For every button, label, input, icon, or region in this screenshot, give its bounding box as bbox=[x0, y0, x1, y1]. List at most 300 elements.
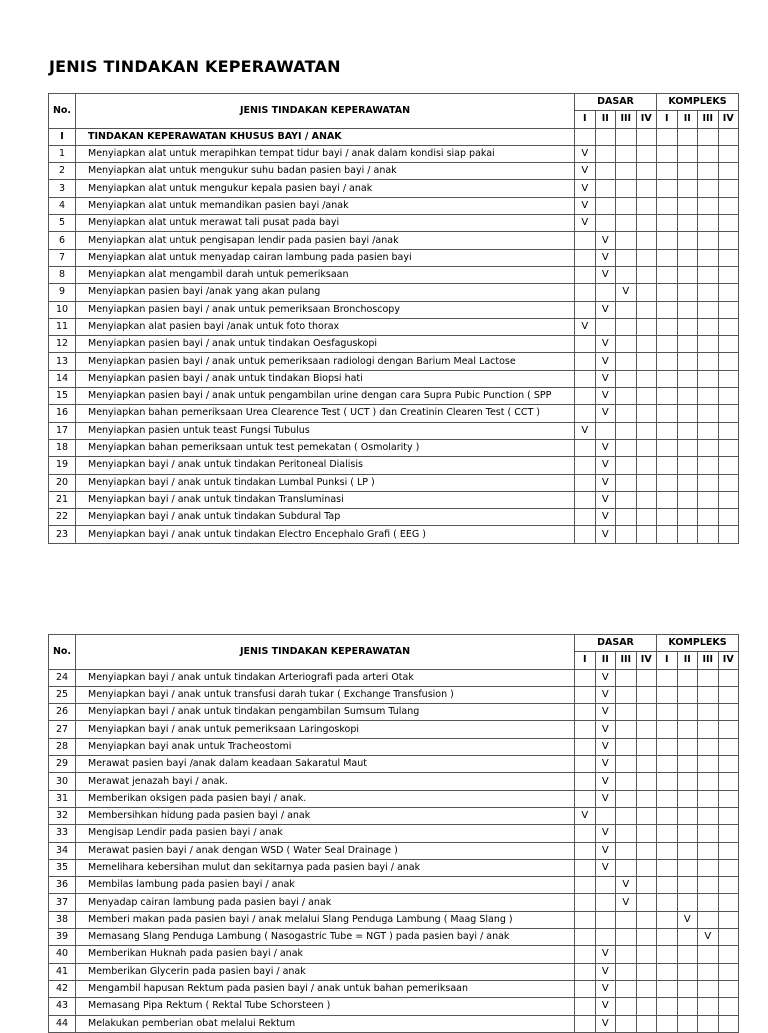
section-label: TINDAKAN KEPERAWATAN KHUSUS BAYI / ANAK bbox=[76, 128, 575, 145]
row-description: Memberikan Glycerin pada pasien bayi / anak bbox=[76, 963, 575, 980]
level-cell bbox=[718, 284, 739, 301]
check-mark: V bbox=[595, 946, 616, 963]
row-description: Membilas lambung pada pasien bayi / anak bbox=[76, 877, 575, 894]
level-cell bbox=[718, 336, 739, 353]
level-cell bbox=[657, 474, 678, 491]
level-cell bbox=[698, 197, 719, 214]
row-number: 41 bbox=[49, 963, 76, 980]
level-cell bbox=[636, 301, 657, 318]
table-row bbox=[49, 721, 739, 738]
level-cell bbox=[595, 422, 616, 439]
level-header: I bbox=[575, 652, 596, 669]
row-number: 40 bbox=[49, 946, 76, 963]
table-row bbox=[49, 163, 739, 180]
row-description: Menyiapkan bayi anak untuk Tracheostomi bbox=[76, 738, 575, 755]
check-mark: V bbox=[616, 894, 637, 911]
row-number: 29 bbox=[49, 756, 76, 773]
row-number: 28 bbox=[49, 738, 76, 755]
level-cell bbox=[677, 773, 698, 790]
level-cell bbox=[718, 669, 739, 686]
row-number: 11 bbox=[49, 318, 76, 335]
level-header: I bbox=[657, 111, 678, 128]
level-cell bbox=[616, 686, 637, 703]
level-cell bbox=[657, 215, 678, 232]
level-cell bbox=[677, 929, 698, 946]
row-description: Menyiapkan pasien bayi / anak untuk pengambilan urine dengan cara Supra Pubic Punction ( SPP bbox=[76, 388, 575, 405]
level-cell bbox=[698, 336, 719, 353]
row-description: Membersihkan hidung pada pasien bayi / anak bbox=[76, 807, 575, 824]
table-row bbox=[49, 773, 739, 790]
row-number: 37 bbox=[49, 894, 76, 911]
level-cell bbox=[718, 180, 739, 197]
level-cell bbox=[718, 249, 739, 266]
level-cell bbox=[657, 284, 678, 301]
level-cell bbox=[616, 704, 637, 721]
level-cell bbox=[575, 877, 596, 894]
level-cell bbox=[677, 963, 698, 980]
level-header: III bbox=[616, 652, 637, 669]
table-row bbox=[49, 980, 739, 997]
level-cell bbox=[657, 457, 678, 474]
row-description: Menyiapkan pasien untuk teast Fungsi Tubulus bbox=[76, 422, 575, 439]
check-mark: V bbox=[595, 963, 616, 980]
level-cell bbox=[616, 526, 637, 543]
level-cell bbox=[616, 980, 637, 997]
check-mark: V bbox=[595, 457, 616, 474]
level-cell bbox=[698, 474, 719, 491]
check-mark: V bbox=[595, 474, 616, 491]
check-mark: V bbox=[616, 284, 637, 301]
row-number: 2 bbox=[49, 163, 76, 180]
table-row bbox=[49, 877, 739, 894]
level-cell bbox=[575, 301, 596, 318]
level-cell bbox=[616, 509, 637, 526]
level-cell bbox=[718, 301, 739, 318]
level-cell bbox=[657, 946, 678, 963]
level-cell bbox=[575, 773, 596, 790]
level-cell bbox=[677, 738, 698, 755]
level-cell bbox=[657, 301, 678, 318]
header-no: No. bbox=[49, 94, 76, 129]
level-cell bbox=[698, 163, 719, 180]
level-cell bbox=[575, 756, 596, 773]
level-cell bbox=[718, 318, 739, 335]
row-description: Memberi makan pada pasien bayi / anak melalui Slang Penduga Lambung ( Maag Slang ) bbox=[76, 911, 575, 928]
row-number: 39 bbox=[49, 929, 76, 946]
table-row bbox=[49, 388, 739, 405]
table-row bbox=[49, 526, 739, 543]
level-cell bbox=[636, 474, 657, 491]
level-cell bbox=[636, 721, 657, 738]
row-number: 35 bbox=[49, 859, 76, 876]
level-cell bbox=[616, 911, 637, 928]
row-number: 36 bbox=[49, 877, 76, 894]
check-mark: V bbox=[595, 686, 616, 703]
level-cell bbox=[698, 773, 719, 790]
level-cell bbox=[636, 457, 657, 474]
level-cell bbox=[616, 388, 637, 405]
level-cell bbox=[616, 301, 637, 318]
level-cell bbox=[718, 422, 739, 439]
level-cell bbox=[718, 790, 739, 807]
level-cell bbox=[718, 474, 739, 491]
level-cell bbox=[718, 215, 739, 232]
level-cell bbox=[677, 318, 698, 335]
level-cell bbox=[718, 145, 739, 162]
level-cell bbox=[677, 842, 698, 859]
level-cell bbox=[718, 388, 739, 405]
level-cell bbox=[677, 301, 698, 318]
level-cell bbox=[636, 145, 657, 162]
level-cell bbox=[698, 738, 719, 755]
table-row bbox=[49, 145, 739, 162]
row-number: 42 bbox=[49, 980, 76, 997]
check-mark: V bbox=[595, 1015, 616, 1032]
level-cell bbox=[677, 405, 698, 422]
level-cell bbox=[636, 266, 657, 283]
level-cell bbox=[718, 405, 739, 422]
level-cell bbox=[698, 180, 719, 197]
level-cell bbox=[636, 825, 657, 842]
level-cell bbox=[677, 491, 698, 508]
level-cell bbox=[575, 842, 596, 859]
level-cell bbox=[595, 929, 616, 946]
level-cell bbox=[616, 946, 637, 963]
level-cell bbox=[636, 980, 657, 997]
row-number: 1 bbox=[49, 145, 76, 162]
level-cell bbox=[657, 509, 678, 526]
row-description: Menyiapkan bayi / anak untuk tindakan Electro Encephalo Grafi ( EEG ) bbox=[76, 526, 575, 543]
row-description: Menyiapkan bayi / anak untuk tindakan Lumbal Punksi ( LP ) bbox=[76, 474, 575, 491]
level-cell bbox=[657, 825, 678, 842]
level-cell bbox=[575, 370, 596, 387]
level-cell bbox=[698, 301, 719, 318]
check-mark: V bbox=[595, 980, 616, 997]
level-cell bbox=[636, 946, 657, 963]
level-cell bbox=[657, 738, 678, 755]
level-cell bbox=[677, 249, 698, 266]
level-cell bbox=[677, 284, 698, 301]
level-cell bbox=[657, 232, 678, 249]
level-header: I bbox=[575, 111, 596, 128]
level-cell bbox=[575, 686, 596, 703]
level-cell bbox=[616, 998, 637, 1015]
level-cell bbox=[575, 998, 596, 1015]
check-mark: V bbox=[595, 842, 616, 859]
check-mark: V bbox=[595, 998, 616, 1015]
check-mark: V bbox=[575, 145, 596, 162]
level-cell bbox=[657, 721, 678, 738]
level-cell bbox=[657, 318, 678, 335]
level-cell bbox=[657, 353, 678, 370]
row-number: 10 bbox=[49, 301, 76, 318]
level-header: II bbox=[677, 652, 698, 669]
level-cell bbox=[575, 946, 596, 963]
level-cell bbox=[718, 491, 739, 508]
level-cell bbox=[677, 474, 698, 491]
row-number: 13 bbox=[49, 353, 76, 370]
level-cell bbox=[616, 773, 637, 790]
row-description: Memasang Pipa Rektum ( Rektal Tube Schorsteen ) bbox=[76, 998, 575, 1015]
level-cell bbox=[636, 686, 657, 703]
level-cell bbox=[718, 353, 739, 370]
table-row bbox=[49, 756, 739, 773]
nursing-actions-table-1 bbox=[48, 93, 739, 544]
level-cell bbox=[698, 894, 719, 911]
level-cell bbox=[657, 422, 678, 439]
row-description: Menyiapkan bayi / anak untuk pemeriksaan Laringoskopi bbox=[76, 721, 575, 738]
check-mark: V bbox=[677, 911, 698, 928]
level-cell bbox=[677, 686, 698, 703]
row-number: 16 bbox=[49, 405, 76, 422]
level-cell bbox=[657, 197, 678, 214]
row-number: 7 bbox=[49, 249, 76, 266]
level-header: I bbox=[657, 652, 678, 669]
level-cell bbox=[575, 721, 596, 738]
table-row bbox=[49, 232, 739, 249]
check-mark: V bbox=[595, 249, 616, 266]
row-description: Merawat pasien bayi /anak dalam keadaan Sakaratul Maut bbox=[76, 756, 575, 773]
level-cell bbox=[575, 738, 596, 755]
row-number: 26 bbox=[49, 704, 76, 721]
level-cell bbox=[595, 284, 616, 301]
level-header: II bbox=[595, 111, 616, 128]
level-cell bbox=[575, 980, 596, 997]
header-kompleks: KOMPLEKS bbox=[657, 94, 739, 111]
check-mark: V bbox=[575, 197, 596, 214]
level-cell bbox=[698, 215, 719, 232]
level-cell bbox=[677, 526, 698, 543]
level-cell bbox=[698, 457, 719, 474]
level-cell bbox=[657, 963, 678, 980]
level-cell bbox=[698, 370, 719, 387]
level-cell bbox=[575, 353, 596, 370]
row-description: Mengisap Lendir pada pasien bayi / anak bbox=[76, 825, 575, 842]
level-cell bbox=[636, 249, 657, 266]
level-cell bbox=[616, 790, 637, 807]
level-cell bbox=[677, 180, 698, 197]
check-mark: V bbox=[595, 370, 616, 387]
table-row bbox=[49, 301, 739, 318]
level-cell bbox=[616, 457, 637, 474]
table-row bbox=[49, 738, 739, 755]
level-cell bbox=[657, 842, 678, 859]
level-cell bbox=[677, 790, 698, 807]
level-cell bbox=[698, 669, 719, 686]
row-number: 38 bbox=[49, 911, 76, 928]
level-cell bbox=[698, 825, 719, 842]
level-cell bbox=[595, 215, 616, 232]
level-cell bbox=[657, 669, 678, 686]
level-cell bbox=[616, 721, 637, 738]
table-1-body bbox=[49, 128, 739, 543]
header-dasar: DASAR bbox=[575, 94, 657, 111]
level-cell bbox=[636, 509, 657, 526]
table-row bbox=[49, 336, 739, 353]
level-cell bbox=[698, 405, 719, 422]
table-2-body bbox=[49, 669, 739, 1032]
row-number: 14 bbox=[49, 370, 76, 387]
level-cell bbox=[698, 859, 719, 876]
level-cell bbox=[677, 998, 698, 1015]
table-row bbox=[49, 422, 739, 439]
row-description: Menyiapkan alat untuk pengisapan lendir pada pasien bayi /anak bbox=[76, 232, 575, 249]
level-cell bbox=[657, 894, 678, 911]
level-cell bbox=[616, 405, 637, 422]
level-cell bbox=[575, 232, 596, 249]
row-number: 25 bbox=[49, 686, 76, 703]
row-number: 4 bbox=[49, 197, 76, 214]
level-cell bbox=[636, 911, 657, 928]
row-number: 20 bbox=[49, 474, 76, 491]
level-cell bbox=[698, 284, 719, 301]
level-cell bbox=[636, 491, 657, 508]
level-cell bbox=[616, 669, 637, 686]
table-row bbox=[49, 318, 739, 335]
level-cell bbox=[636, 388, 657, 405]
header-jenis: JENIS TINDAKAN KEPERAWATAN bbox=[76, 635, 575, 670]
level-cell bbox=[698, 353, 719, 370]
level-cell bbox=[698, 963, 719, 980]
level-cell bbox=[657, 704, 678, 721]
level-cell bbox=[677, 877, 698, 894]
level-cell bbox=[677, 388, 698, 405]
level-cell bbox=[657, 491, 678, 508]
table-row bbox=[49, 963, 739, 980]
level-cell bbox=[616, 807, 637, 824]
level-cell bbox=[677, 457, 698, 474]
level-cell bbox=[616, 738, 637, 755]
level-cell bbox=[575, 249, 596, 266]
level-cell bbox=[718, 842, 739, 859]
table-row bbox=[49, 946, 739, 963]
level-cell bbox=[657, 686, 678, 703]
check-mark: V bbox=[575, 163, 596, 180]
level-cell bbox=[636, 526, 657, 543]
level-header: III bbox=[616, 111, 637, 128]
level-cell bbox=[636, 232, 657, 249]
level-cell bbox=[698, 422, 719, 439]
section-no: I bbox=[49, 128, 76, 145]
row-number: 24 bbox=[49, 669, 76, 686]
level-cell bbox=[677, 232, 698, 249]
row-description: Menyiapkan bayi / anak untuk tindakan Subdural Tap bbox=[76, 509, 575, 526]
level-cell bbox=[595, 877, 616, 894]
level-cell bbox=[575, 491, 596, 508]
level-cell bbox=[616, 422, 637, 439]
level-cell bbox=[595, 894, 616, 911]
level-cell bbox=[616, 756, 637, 773]
level-cell bbox=[718, 929, 739, 946]
row-description: Menyiapkan bayi / anak untuk transfusi darah tukar ( Exchange Transfusion ) bbox=[76, 686, 575, 703]
level-cell bbox=[657, 980, 678, 997]
level-cell bbox=[616, 197, 637, 214]
level-cell bbox=[636, 163, 657, 180]
level-cell bbox=[636, 963, 657, 980]
table-row bbox=[49, 825, 739, 842]
level-cell bbox=[575, 704, 596, 721]
level-header: IV bbox=[718, 652, 739, 669]
table-row bbox=[49, 405, 739, 422]
table-row bbox=[49, 180, 739, 197]
level-cell bbox=[677, 215, 698, 232]
level-cell bbox=[718, 911, 739, 928]
check-mark: V bbox=[595, 790, 616, 807]
row-description: Menyiapkan bayi / anak untuk tindakan Arteriografi pada arteri Otak bbox=[76, 669, 575, 686]
table-row bbox=[49, 197, 739, 214]
level-cell bbox=[657, 526, 678, 543]
level-cell bbox=[575, 405, 596, 422]
level-cell bbox=[718, 756, 739, 773]
row-description: Melakukan pemberian obat melalui Rektum bbox=[76, 1015, 575, 1032]
level-cell bbox=[698, 145, 719, 162]
level-cell bbox=[616, 232, 637, 249]
check-mark: V bbox=[595, 301, 616, 318]
check-mark: V bbox=[575, 422, 596, 439]
row-description: Menyiapkan alat untuk mengukur suhu badan pasien bayi / anak bbox=[76, 163, 575, 180]
level-cell bbox=[636, 738, 657, 755]
level-cell bbox=[718, 457, 739, 474]
page-title: JENIS TINDAKAN KEPERAWATAN bbox=[49, 57, 341, 76]
level-cell bbox=[636, 998, 657, 1015]
check-mark: V bbox=[595, 388, 616, 405]
table-row bbox=[49, 842, 739, 859]
header-dasar: DASAR bbox=[575, 635, 657, 652]
level-cell bbox=[575, 266, 596, 283]
level-cell bbox=[636, 773, 657, 790]
row-number: 17 bbox=[49, 422, 76, 439]
level-cell bbox=[636, 842, 657, 859]
check-mark: V bbox=[595, 756, 616, 773]
level-cell bbox=[657, 266, 678, 283]
check-mark: V bbox=[698, 929, 719, 946]
level-cell bbox=[636, 405, 657, 422]
level-cell bbox=[595, 318, 616, 335]
level-cell bbox=[677, 859, 698, 876]
level-cell bbox=[718, 721, 739, 738]
level-cell bbox=[575, 669, 596, 686]
table-row bbox=[49, 929, 739, 946]
row-number: 6 bbox=[49, 232, 76, 249]
check-mark: V bbox=[616, 877, 637, 894]
level-cell bbox=[657, 439, 678, 456]
check-mark: V bbox=[595, 773, 616, 790]
level-cell bbox=[636, 859, 657, 876]
level-cell bbox=[677, 807, 698, 824]
row-number: 34 bbox=[49, 842, 76, 859]
row-description: Memberikan oksigen pada pasien bayi / anak. bbox=[76, 790, 575, 807]
level-header: II bbox=[677, 111, 698, 128]
level-cell bbox=[636, 284, 657, 301]
level-cell bbox=[718, 877, 739, 894]
level-cell bbox=[698, 721, 719, 738]
level-cell bbox=[616, 491, 637, 508]
table-row bbox=[49, 474, 739, 491]
level-cell bbox=[677, 669, 698, 686]
level-cell bbox=[698, 439, 719, 456]
level-cell bbox=[698, 704, 719, 721]
table-row bbox=[49, 491, 739, 508]
level-cell bbox=[657, 807, 678, 824]
row-description: Menyadap cairan lambung pada pasien bayi / anak bbox=[76, 894, 575, 911]
level-cell bbox=[636, 894, 657, 911]
check-mark: V bbox=[595, 669, 616, 686]
level-cell bbox=[718, 773, 739, 790]
table-row bbox=[49, 215, 739, 232]
row-description: Menyiapkan pasien bayi / anak untuk pemeriksaan Bronchoscopy bbox=[76, 301, 575, 318]
row-number: 12 bbox=[49, 336, 76, 353]
row-number: 8 bbox=[49, 266, 76, 283]
